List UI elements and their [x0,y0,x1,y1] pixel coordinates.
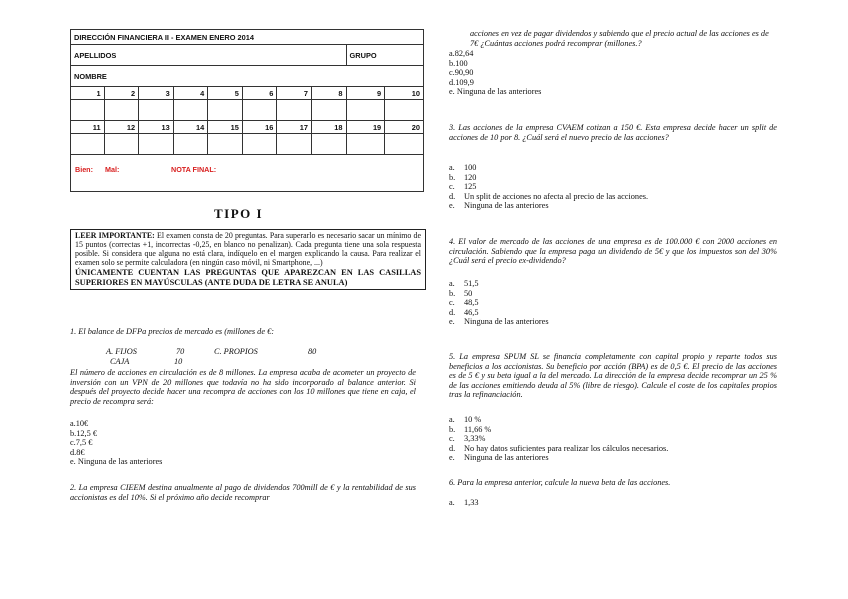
answer-cell[interactable] [277,100,312,121]
q1-afijos-value: 70 [176,347,185,356]
q2-option[interactable]: e. Ninguna de las anteriores [449,87,542,97]
nota-final-label: NOTA FINAL: [171,165,217,174]
answer-number: 8 [311,87,346,100]
q1-cpropios: C. PROPIOS [214,347,258,356]
q2-stem-left: 2. La empresa CIEEM destina anualmente al pago de dividendos 700mill de € y la rentabilidad de sus accionistas es del 10%. Si el próximo año decide recomprar [70,483,416,502]
answer-number: 13 [139,121,174,134]
instructions-box [70,229,426,290]
nombre-field[interactable]: NOMBRE [71,66,424,87]
q2-options [449,49,541,97]
q1-body: El número de acciones en circulación es de 8 millones. La empresa acaba de acometer un proyecto de inversión con un VPN de 20 millones que todavía no ha sido incorporado al balance anterior. Si después del proyecto decide hacer una recompra de acciones con los 10 millones que tiene en caja, el precio de recompra será: [70,368,416,406]
answer-number: 11 [71,121,105,134]
answer-number: 5 [208,87,243,100]
q2-stem-right: acciones en vez de pagar dividendos y sabiendo que el precio actual de las acciones es de 7€ ¿Cuántas acciones podrá recomprar (millones.? [470,29,769,48]
q6-options [449,498,479,508]
answer-cell[interactable] [208,100,243,121]
answer-number: 4 [173,87,208,100]
q5-options [449,415,668,463]
answer-number: 17 [277,121,312,134]
answer-cell[interactable] [104,134,139,155]
answer-number: 2 [104,87,139,100]
answer-cell[interactable] [139,100,174,121]
exam-type-title: TIPO I [214,206,264,221]
answer-cell[interactable] [311,100,346,121]
q5-option[interactable]: b. 11,66 % [449,424,492,434]
exam-header-grid [70,29,424,192]
q1-stem: 1. El balance de DFPa precios de mercado es (millones de €: [70,327,274,336]
q1-option[interactable]: e. Ninguna de las anteriores [70,457,163,467]
q3-option[interactable]: b. 120 [449,172,477,182]
q1-option[interactable]: a.10€ [70,419,89,428]
q3-options [449,163,648,211]
answer-cell[interactable] [71,100,105,121]
q5-option[interactable]: a. 10 % [449,415,482,424]
answer-cell[interactable] [173,134,208,155]
answer-cell[interactable] [104,100,139,121]
answer-cell[interactable] [71,134,105,155]
answer-number: 14 [173,121,208,134]
answer-number: 12 [104,121,139,134]
q4-option[interactable]: e. Ninguna de las anteriores [449,317,549,327]
answer-cell[interactable] [242,134,277,155]
q4-option[interactable]: a. 51,5 [449,279,479,288]
answer-cell[interactable] [346,134,385,155]
answer-cell[interactable] [311,134,346,155]
q1-caja-value: 10 [174,357,183,366]
q4-option[interactable]: b. 50 [449,288,473,298]
q4-options [449,279,549,327]
q2-option[interactable]: c.90,90 [449,68,474,78]
q1-option[interactable]: b.12,5 € [70,428,97,438]
answer-cell[interactable] [139,134,174,155]
q4-option[interactable]: c. 48,5 [449,298,479,308]
q3-option[interactable]: e. Ninguna de las anteriores [449,201,549,211]
answer-number: 1 [71,87,105,100]
q3-option[interactable]: a. 100 [449,163,477,172]
answer-number: 9 [346,87,385,100]
q1-cpropios-value: 80 [308,347,317,356]
q5-option[interactable]: c. 3,33% [449,434,486,444]
instructions-text: El examen consta de 20 preguntas. Para superarlo es necesario sacar un mínimo de 15 puntos (correctas +1, incorrectas -0,25, en blanco no penalizan). Cada pregunta tiene una sola respuesta posible. Si considera que alguna no está clara, indíquelo en el margen explicando la causa. Para realizar el examen solo se permite calculadora (en ningún caso móvil, ni Smartphone, ...) [75,231,421,267]
q5-option[interactable]: d. No hay datos suficientes para realizar los cálculos necesarios. [449,443,669,453]
q2-option[interactable]: b.100 [449,58,468,68]
bien-label: Bien: [75,165,93,174]
answer-cell[interactable] [277,134,312,155]
q1-option[interactable]: d.8€ [70,447,85,457]
q1-option[interactable]: c.7,5 € [70,438,93,448]
answer-cell[interactable] [385,100,424,121]
answer-number: 18 [311,121,346,134]
answer-number: 16 [242,121,277,134]
q3-stem: 3. Las acciones de la empresa CVAEM cotizan a 150 €. Esta empresa decide hacer un split de acciones de 10 por 8. ¿Cuál será el nuevo precio de las acciones? [449,123,777,142]
answer-number: 3 [139,87,174,100]
q3-option[interactable]: d. Un split de acciones no afecta al precio de las acciones. [449,191,649,201]
q3-option[interactable]: c. 125 [449,182,477,192]
q1-caja: CAJA [110,357,130,366]
answer-number: 15 [208,121,243,134]
score-row [71,155,424,192]
q5-option[interactable]: e. Ninguna de las anteriores [449,453,549,463]
grupo-field[interactable]: GRUPO [346,45,423,66]
answer-number: 19 [346,121,385,134]
instructions-lead: LEER IMPORTANTE: [75,231,155,240]
q4-stem: 4. El valor de mercado de las acciones de una empresa es de 100.000 € con 2000 acciones en circulación. Sabiendo que la empresa paga un dividendo de 5€ y que los impuestos son del 30% ¿Cuál será el precio ex-dividendo? [449,237,777,266]
q1-afijos: A. FIJOS [106,347,137,356]
answer-cell[interactable] [385,134,424,155]
q6-stem: 6. Para la empresa anterior, calcule la nueva beta de las acciones. [449,478,671,487]
instructions-caps: ÚNICAMENTE CUENTAN LAS PREGUNTAS QUE APAREZCAN EN LAS CASILLAS SUPERIORES EN MAYÚSCULAS (ANTE DUDA DE LETRA SE ANULA) [75,267,421,287]
answer-cell[interactable] [173,100,208,121]
q2-option[interactable]: a.82,64 [449,49,474,58]
q2-option[interactable]: d.109,9 [449,77,474,87]
answer-number: 20 [385,121,424,134]
answer-cell[interactable] [208,134,243,155]
mal-label: Mal: [105,165,120,174]
answer-cell[interactable] [242,100,277,121]
q1-options [70,419,162,467]
answer-cell[interactable] [346,100,385,121]
q4-option[interactable]: d. 46,5 [449,307,479,317]
answer-number: 7 [277,87,312,100]
apellidos-field[interactable]: APELLIDOS [71,45,347,66]
q6-option[interactable]: a. 1,33 [449,498,479,507]
answer-number: 6 [242,87,277,100]
answer-number: 10 [385,87,424,100]
course-title: DIRECCIÓN FINANCIERA II - EXAMEN ENERO 2014 [71,30,424,45]
q5-stem: 5. La empresa SPUM SL se financia completamente con capital propio y reparte todos sus beneficios a los accionistas. Su beneficio por acción (BPA) es de 0,5 €. El precio de las acciones es de 5 € y su beta igual a la del mercado. La dirección de la empresa decide recomprar un 25 % de las acciones emitiendo deuda al 5% (libre de riesgo). Calcule el coste de los capitales propios tras la refinanciación. [449,352,777,400]
